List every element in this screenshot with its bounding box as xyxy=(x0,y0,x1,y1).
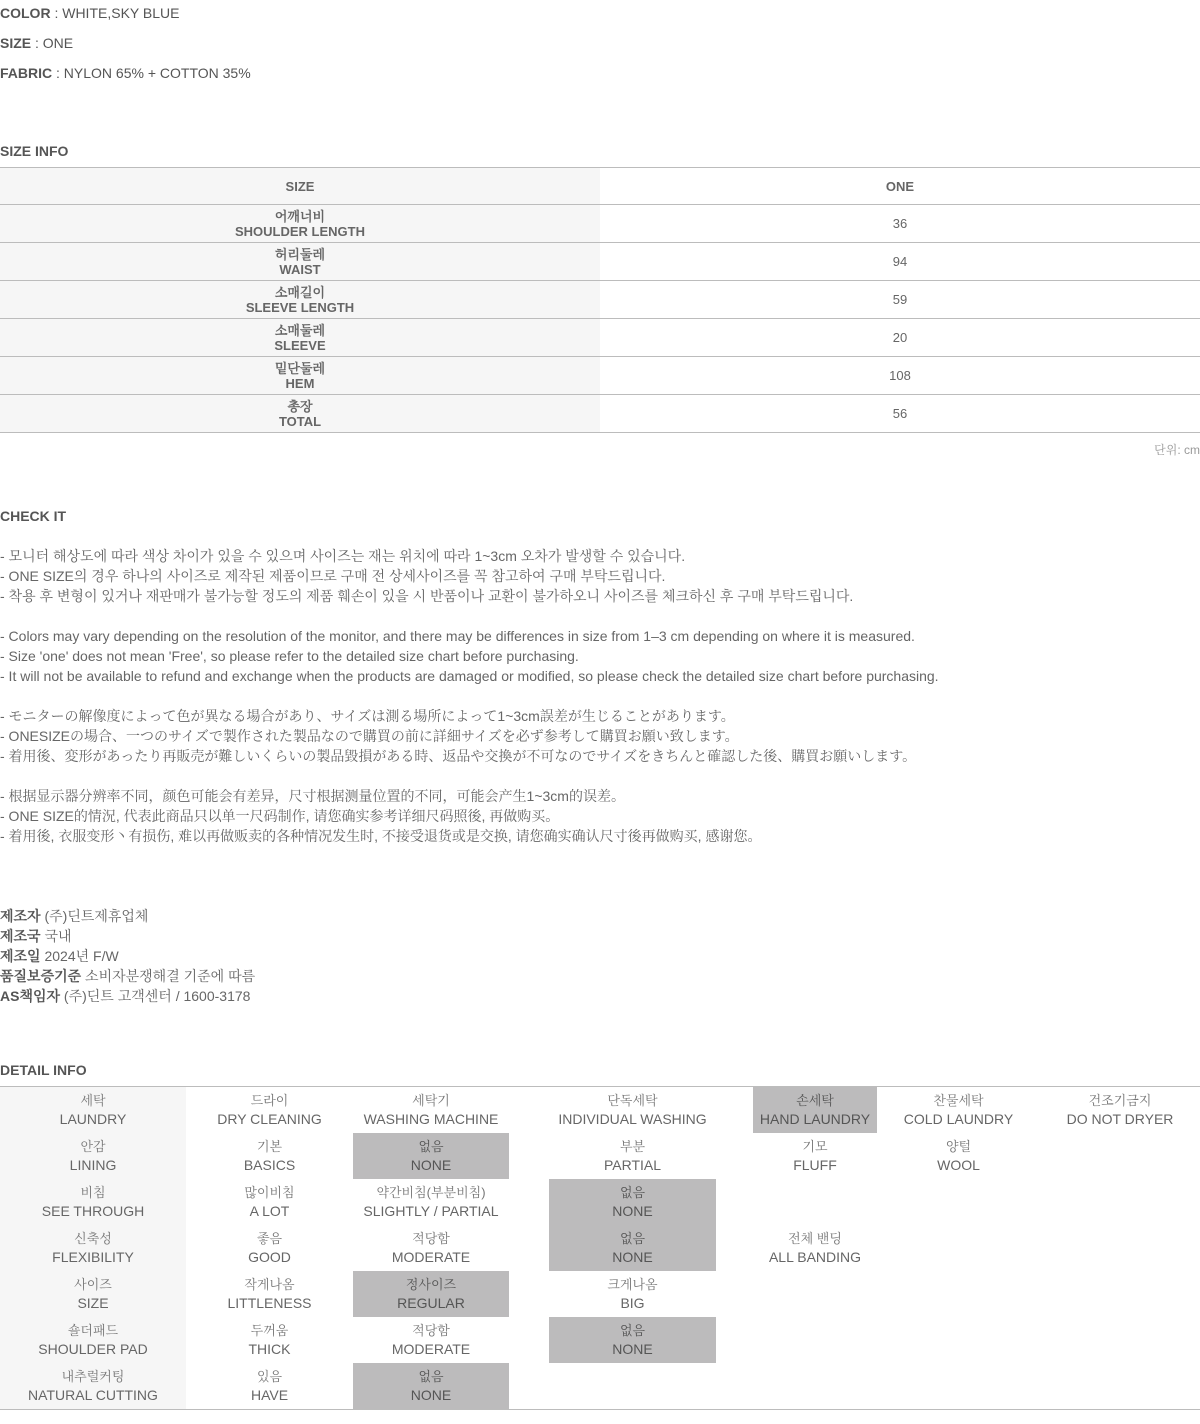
detail-option-selected xyxy=(353,1133,509,1179)
size-label-ko: 어깨너비 xyxy=(274,208,326,224)
size-row-value: 108 xyxy=(600,357,1200,395)
note-line: - 모니터 해상도에 따라 색상 차이가 있을 수 있으며 사이즈는 재는 위치에 따라 1~3cm 오차가 발생할 수 있습니다. xyxy=(0,548,686,564)
size-label-en: WAIST xyxy=(279,261,321,277)
size-header-label: SIZE xyxy=(0,168,600,205)
spec-color xyxy=(0,0,1200,30)
table-row xyxy=(0,243,1200,281)
detail-label-en: FLUFF xyxy=(793,1157,837,1173)
detail-row xyxy=(0,1225,1200,1271)
size-label-en: SLEEVE LENGTH xyxy=(245,299,355,315)
detail-option xyxy=(549,1133,716,1179)
detail-row xyxy=(0,1317,1200,1363)
detail-label-en: WASHING MACHINE xyxy=(363,1111,499,1127)
detail-label-ko: 전체 밴딩 xyxy=(788,1231,842,1246)
detail-label-en: SLIGHTLY / PARTIAL xyxy=(363,1203,499,1219)
detail-label-ko: 드라이 xyxy=(250,1093,289,1108)
detail-label-en: DRY CLEANING xyxy=(217,1111,322,1127)
detail-option-selected xyxy=(549,1225,716,1271)
detail-option xyxy=(753,1133,877,1179)
detail-label-ko: 적당함 xyxy=(412,1231,450,1246)
check-it-title: CHECK IT xyxy=(0,508,67,524)
note-line: - Size 'one' does not mean 'Free', so please refer to the detailed size chart before purchasing. xyxy=(0,648,579,664)
detail-label-en: LITTLENESS xyxy=(227,1295,312,1311)
detail-label-en: PARTIAL xyxy=(603,1157,662,1173)
maker-line xyxy=(0,906,1200,926)
size-row-label xyxy=(0,205,600,243)
maker-value: 소비자분쟁해결 기준에 따름 xyxy=(85,968,256,984)
detail-option xyxy=(549,1087,716,1133)
detail-label-en: BIG xyxy=(620,1295,645,1311)
detail-category xyxy=(0,1363,186,1409)
detail-label-ko: 크게나옴 xyxy=(607,1277,658,1292)
maker-value: (주)딘트 고객센터 / 1600-3178 xyxy=(63,988,251,1004)
detail-label-en: NONE xyxy=(612,1203,653,1219)
detail-info-title: DETAIL INFO xyxy=(0,1062,87,1078)
size-row-label xyxy=(0,357,600,395)
detail-label-en: A LOT xyxy=(249,1203,290,1219)
detail-label-en: HAND LAUNDRY xyxy=(759,1111,871,1127)
detail-option xyxy=(353,1087,509,1133)
size-row-value: 94 xyxy=(600,243,1200,281)
detail-info-grid xyxy=(0,1086,1200,1410)
detail-label-ko: 적당함 xyxy=(412,1323,450,1338)
detail-label-ko: 두꺼움 xyxy=(250,1323,289,1338)
detail-option xyxy=(549,1271,716,1317)
note-line: - It will not be available to refund and exchange when the products are damaged or modified, so please check the detailed size chart before purchasing. xyxy=(0,668,939,684)
detail-label-ko: 좋음 xyxy=(256,1231,283,1246)
maker-value: (주)딘트제휴업체 xyxy=(44,908,149,924)
detail-label-ko: 약간비침(부분비침) xyxy=(376,1185,486,1200)
size-label-en: TOTAL xyxy=(278,413,322,429)
detail-label-ko: 사이즈 xyxy=(74,1277,112,1292)
detail-label-ko: 건조기금지 xyxy=(1088,1093,1152,1108)
size-row-label xyxy=(0,243,600,281)
maker-label: 제조국 xyxy=(0,928,41,944)
note-line: - ONE SIZE的情況, 代表此商品只以单一尺码制作, 请您确实参考详细尺码照後, 再做购买。 xyxy=(0,808,560,824)
spec-label: FABRIC xyxy=(0,65,53,81)
detail-row xyxy=(0,1271,1200,1317)
detail-label-en: SIZE xyxy=(77,1295,109,1311)
detail-option-selected xyxy=(549,1317,716,1363)
detail-option xyxy=(186,1087,353,1133)
size-row-value: 56 xyxy=(600,395,1200,433)
detail-option xyxy=(353,1317,509,1363)
table-row xyxy=(0,205,1200,243)
detail-row xyxy=(0,1133,1200,1179)
size-label-en: HEM xyxy=(285,375,315,391)
detail-category xyxy=(0,1317,186,1363)
size-label-ko: 허리둘레 xyxy=(274,246,326,262)
maker-value: 2024년 F/W xyxy=(44,948,119,964)
detail-label-en: NONE xyxy=(612,1249,653,1265)
maker-label: 품질보증기준 xyxy=(0,968,82,984)
detail-label-ko: 단독세탁 xyxy=(607,1093,658,1108)
detail-label-ko: 손세탁 xyxy=(796,1093,834,1108)
detail-label-ko: 숄더패드 xyxy=(67,1323,119,1338)
detail-option xyxy=(877,1133,1040,1179)
detail-category xyxy=(0,1225,186,1271)
size-row-value: 36 xyxy=(600,205,1200,243)
size-row-value: 59 xyxy=(600,281,1200,319)
detail-option-selected xyxy=(549,1179,716,1225)
size-row-value: 20 xyxy=(600,319,1200,357)
size-label-en: SLEEVE xyxy=(274,337,326,353)
table-row xyxy=(0,395,1200,433)
size-row-label xyxy=(0,319,600,357)
note-line: - モニターの解像度によって色が異なる場合があり、サイズは測る場所によって1~3cm誤差が生じることがあります。 xyxy=(0,708,735,724)
spec-value: : WHITE,SKY BLUE xyxy=(54,5,180,21)
size-row-label xyxy=(0,395,600,433)
size-table xyxy=(0,167,1200,433)
detail-option-selected xyxy=(353,1271,509,1317)
detail-label-en: ALL BANDING xyxy=(768,1249,862,1265)
detail-row xyxy=(0,1363,1200,1409)
detail-category xyxy=(0,1087,186,1133)
detail-option-selected xyxy=(353,1363,509,1409)
detail-row xyxy=(0,1179,1200,1225)
spec-size xyxy=(0,30,1200,60)
size-header-value: ONE xyxy=(600,168,1200,205)
detail-label-ko: 내추럴커팅 xyxy=(61,1369,125,1384)
detail-label-en: REGULAR xyxy=(397,1295,465,1311)
note-line: - ONESIZEの場合、一つのサイズで製作された製品なので購買の前に詳細サイズを必ず参考して購買お願い致します。 xyxy=(0,728,739,744)
detail-option xyxy=(186,1225,353,1271)
detail-label-en: LINING xyxy=(69,1157,117,1173)
detail-option xyxy=(753,1225,877,1271)
product-specs xyxy=(0,0,1200,90)
detail-label-en: NONE xyxy=(410,1157,452,1173)
check-it-notes xyxy=(0,546,1200,846)
detail-label-ko: 작게나옴 xyxy=(244,1277,295,1292)
detail-label-ko: 기본 xyxy=(256,1139,283,1154)
size-table-header xyxy=(0,168,1200,205)
note-line: - 着用後、変形があったり再販売が難しいくらいの製品毀損がある時、返品や交換が不可なのでサイズをきちんと確認した後、購買お願いします。 xyxy=(0,748,917,764)
note-line: - 根据显示器分辨率不同，颜色可能会有差异，尺寸根据测量位置的不同，可能会产生1~3cm的误差。 xyxy=(0,788,625,804)
detail-label-en: NONE xyxy=(410,1387,452,1403)
detail-category xyxy=(0,1133,186,1179)
size-row-label xyxy=(0,281,600,319)
detail-label-ko: 없음 xyxy=(619,1185,646,1200)
detail-label-ko: 양털 xyxy=(945,1139,972,1154)
detail-category xyxy=(0,1179,186,1225)
table-row xyxy=(0,357,1200,395)
detail-option xyxy=(186,1271,353,1317)
detail-label-ko: 많이비침 xyxy=(244,1185,295,1200)
note-line: - 着用後, 衣服变形丶有损伤, 难以再做贩卖的各种情况发生时, 不接受退货或是交换, 请您确实确认尺寸後再做购买, 感谢您。 xyxy=(0,828,762,844)
note-line: - 착용 후 변형이 있거나 재판매가 불가능할 정도의 제품 훼손이 있을 시 반품이나 교환이 불가하오니 사이즈를 체크하신 후 구매 부탁드립니다. xyxy=(0,588,854,604)
detail-label-en: HAVE xyxy=(250,1387,289,1403)
size-label-ko: 소매길이 xyxy=(274,284,326,300)
detail-label-ko: 비침 xyxy=(80,1185,106,1200)
detail-label-en: BASICS xyxy=(243,1157,296,1173)
detail-option xyxy=(186,1317,353,1363)
detail-option xyxy=(186,1363,353,1409)
manufacturer-info xyxy=(0,906,1200,1006)
maker-value: 국내 xyxy=(44,928,72,944)
detail-label-en: MODERATE xyxy=(391,1341,471,1357)
detail-label-en: NATURAL CUTTING xyxy=(28,1387,158,1403)
detail-label-en: LAUNDRY xyxy=(59,1111,127,1127)
detail-label-en: THICK xyxy=(248,1341,291,1357)
detail-label-ko: 찬물세탁 xyxy=(933,1093,984,1108)
detail-label-ko: 신축성 xyxy=(74,1231,112,1246)
detail-label-en: COLD LAUNDRY xyxy=(903,1111,1014,1127)
maker-line xyxy=(0,926,1200,946)
detail-option xyxy=(186,1133,353,1179)
size-info-title: SIZE INFO xyxy=(0,143,69,159)
detail-label-ko: 세탁기 xyxy=(412,1093,450,1108)
detail-label-ko: 없음 xyxy=(418,1139,444,1154)
detail-label-en: MODERATE xyxy=(391,1249,471,1265)
detail-label-ko: 부분 xyxy=(619,1139,646,1154)
detail-label-ko: 세탁 xyxy=(80,1093,106,1108)
detail-option xyxy=(877,1087,1040,1133)
spec-label: COLOR xyxy=(0,5,51,21)
detail-label-ko: 정사이즈 xyxy=(405,1277,457,1292)
detail-label-ko: 없음 xyxy=(418,1369,444,1384)
detail-label-en: FLEXIBILITY xyxy=(52,1249,134,1265)
detail-row xyxy=(0,1087,1200,1133)
detail-label-ko: 있음 xyxy=(256,1369,283,1384)
detail-label-ko: 없음 xyxy=(619,1231,646,1246)
table-row xyxy=(0,281,1200,319)
detail-option xyxy=(353,1179,509,1225)
detail-label-ko: 안감 xyxy=(80,1139,106,1154)
detail-label-en: SHOULDER PAD xyxy=(38,1341,148,1357)
detail-label-en: GOOD xyxy=(248,1249,291,1265)
maker-label: AS책임자 xyxy=(0,988,61,1004)
size-unit-note: 단위: cm xyxy=(1154,443,1200,457)
detail-label-ko: 없음 xyxy=(619,1323,646,1338)
maker-line xyxy=(0,946,1200,966)
spec-fabric xyxy=(0,60,1200,90)
detail-category xyxy=(0,1271,186,1317)
detail-option xyxy=(1040,1087,1200,1133)
detail-option xyxy=(353,1225,509,1271)
maker-line xyxy=(0,966,1200,986)
size-label-ko: 총장 xyxy=(287,398,313,414)
table-row xyxy=(0,319,1200,357)
note-line: - Colors may vary depending on the resolution of the monitor, and there may be differences in size from 1–3 cm depending on where it is measured. xyxy=(0,628,915,644)
spec-value: : ONE xyxy=(35,35,74,51)
detail-option xyxy=(186,1179,353,1225)
detail-label-en: DO NOT DRYER xyxy=(1066,1111,1174,1127)
detail-label-en: NONE xyxy=(612,1341,653,1357)
size-label-en: SHOULDER LENGTH xyxy=(235,223,365,239)
maker-line xyxy=(0,986,1200,1006)
detail-label-ko: 기모 xyxy=(802,1139,828,1154)
spec-value: : NYLON 65% + COTTON 35% xyxy=(56,65,251,81)
detail-label-en: WOOL xyxy=(937,1157,980,1173)
maker-label: 제조일 xyxy=(0,948,41,964)
maker-label: 제조자 xyxy=(0,908,41,924)
detail-label-en: SEE THROUGH xyxy=(41,1203,145,1219)
size-label-ko: 소매둘레 xyxy=(274,322,326,338)
detail-option-selected xyxy=(753,1087,877,1133)
size-label-ko: 밑단둘레 xyxy=(274,360,326,376)
spec-label: SIZE xyxy=(0,35,32,51)
detail-label-en: INDIVIDUAL WASHING xyxy=(558,1111,707,1127)
note-line: - ONE SIZE의 경우 하나의 사이즈로 제작된 제품이므로 구매 전 상세사이즈를 꼭 참고하여 구매 부탁드립니다. xyxy=(0,568,666,584)
